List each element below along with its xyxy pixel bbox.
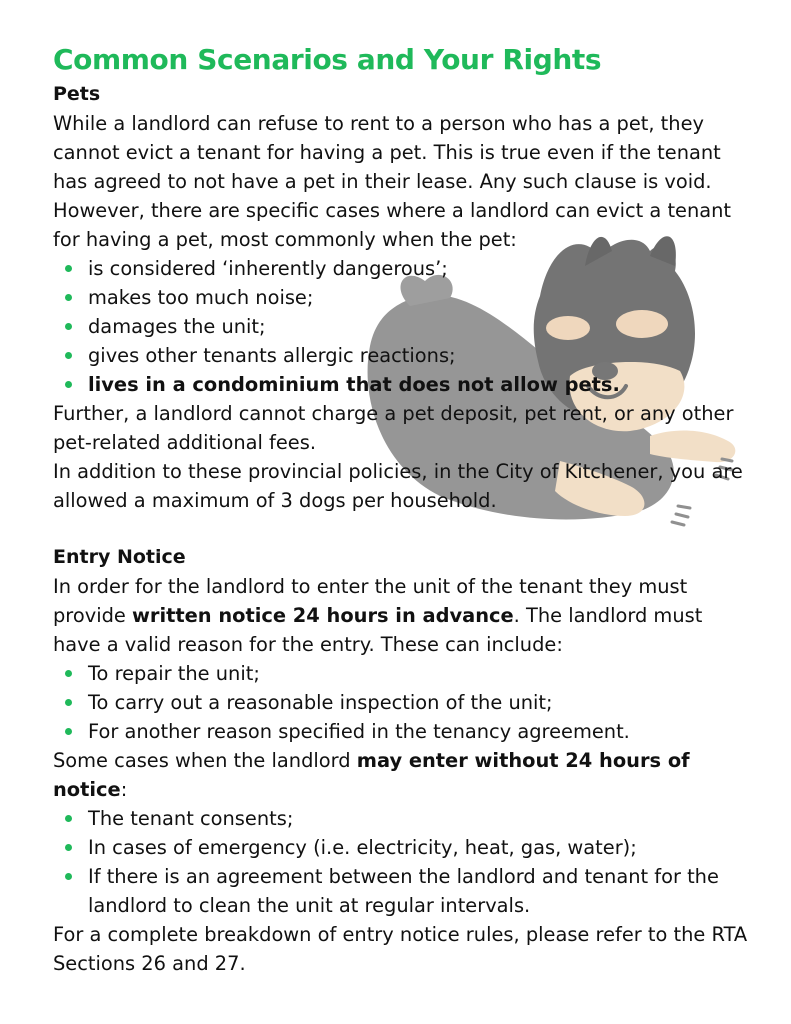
bullet-icon: [65, 265, 72, 272]
list-item: [53, 659, 753, 688]
list-item-text: To repair the unit;: [88, 662, 260, 685]
list-item: [53, 862, 753, 920]
list-item: [53, 804, 753, 833]
bullet-icon: [65, 294, 72, 301]
list-item: [53, 688, 753, 717]
entry-footer-text: For a complete breakdown of entry notice rules, please refer to the RTA Sections 26 and 27.: [53, 923, 748, 975]
section-spacer: [53, 515, 753, 543]
list-item-text: makes too much noise;: [88, 286, 314, 309]
entry-intro-start: In order for the landlord to enter the unit of the tenant they must provide: [53, 575, 688, 627]
entry-cases-end: :: [120, 778, 128, 801]
list-item: [53, 717, 753, 746]
entry-cases-start: Some cases when the landlord: [53, 749, 357, 772]
list-item-text: To carry out a reasonable inspection of the unit;: [88, 691, 553, 714]
page-title: Common Scenarios and Your Rights: [53, 43, 602, 76]
list-item: [53, 254, 753, 283]
entry-intro-end: . The landlord must have a valid reason for the entry. These can include:: [53, 604, 703, 656]
list-item-text: The tenant consents;: [88, 807, 294, 830]
list-item-text: damages the unit;: [88, 315, 266, 338]
bullet-icon: [65, 323, 72, 330]
entry-heading: Entry Notice: [53, 546, 186, 568]
entry-cases-bold: may enter without 24 hours of notice: [53, 749, 690, 801]
pets-intro: While a landlord can refuse to rent to a person who has a pet, they cannot evict a tenant for having a pet. This is true even if the tenant has agreed to not have a pet in their lease. Any such clause is void. However, there are specific cases where a landlord can evict a tenant for having a pet, most commonly when the pet:: [53, 112, 732, 251]
list-item: [53, 283, 753, 312]
bullet-icon: [65, 699, 72, 706]
bullet-icon: [65, 381, 72, 388]
document-content: [53, 40, 753, 978]
bullet-icon: [65, 728, 72, 735]
list-item: [53, 370, 753, 399]
entry-intro-bold: written notice 24 hours in advance: [131, 604, 514, 627]
pets-kitchener-text: In addition to these provincial policies, in the City of Kitchener, you are allowed a maximum of 3 dogs per household.: [53, 460, 743, 512]
list-item-text: gives other tenants allergic reactions;: [88, 344, 456, 367]
pets-heading: Pets: [53, 83, 101, 105]
list-item-text: is considered ‘inherently dangerous’;: [88, 257, 448, 280]
list-item-text: For another reason specified in the tenancy agreement.: [88, 720, 630, 743]
list-item: [53, 341, 753, 370]
list-item-text: lives in a condominium that does not allow pets.: [88, 373, 620, 396]
bullet-icon: [65, 873, 72, 880]
pets-bullet-list: [53, 254, 753, 399]
entry-cases-intro: [53, 746, 753, 804]
bullet-icon: [65, 815, 72, 822]
pets-fees-text: Further, a landlord cannot charge a pet deposit, pet rent, or any other pet-related additional fees.: [53, 402, 734, 454]
list-item-text: If there is an agreement between the landlord and tenant for the landlord to clean the unit at regular intervals.: [88, 865, 719, 917]
entry-intro: [53, 572, 753, 659]
list-item: [53, 312, 753, 341]
bullet-icon: [65, 352, 72, 359]
entry-reasons-list: [53, 659, 753, 746]
entry-cases-list: [53, 804, 753, 920]
list-item: [53, 833, 753, 862]
bullet-icon: [65, 844, 72, 851]
list-item-text: In cases of emergency (i.e. electricity, heat, gas, water);: [88, 836, 637, 859]
bullet-icon: [65, 670, 72, 677]
